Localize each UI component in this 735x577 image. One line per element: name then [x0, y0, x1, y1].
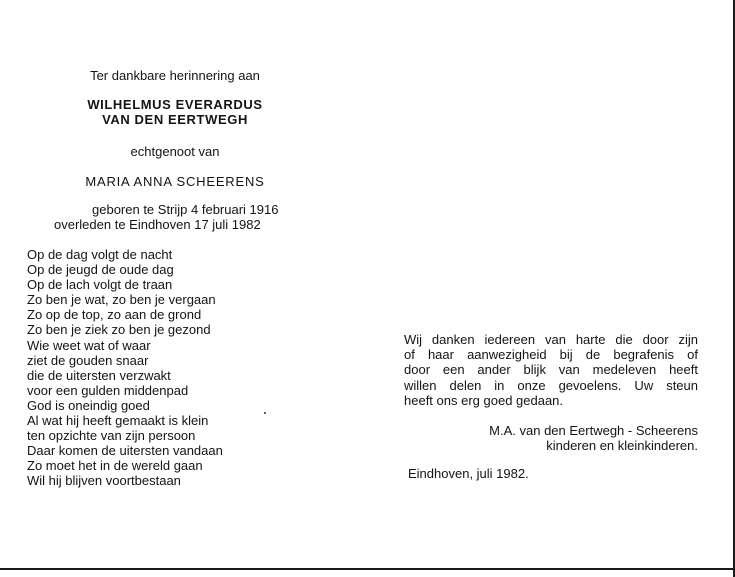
poem-line: Wil hij blijven voortbestaan [27, 473, 181, 489]
poem-line: ten opzichte van zijn persoon [27, 428, 196, 444]
poem-line: Zo ben je wat, zo ben je vergaan [27, 292, 216, 308]
poem-line: Op de jeugd de oude dag [27, 262, 174, 278]
poem-line: voor een gulden middenpad [27, 382, 189, 398]
print-speck [264, 412, 266, 414]
card-edge-bottom [0, 568, 735, 570]
poem-line: Al wat hij heeft gemaakt is klein [27, 413, 209, 429]
deceased-name-line2: VAN DEN EERTWEGH [102, 112, 248, 127]
poem-line: Zo moet het in de wereld gaan [27, 458, 203, 474]
poem-line: Op de lach volgt de traan [27, 277, 173, 293]
thanks-line: willen delen in onze gevoelens. Uw steun [404, 377, 698, 393]
poem [27, 247, 223, 489]
place-date: Eindhoven, juli 1982. [408, 466, 529, 481]
poem-line: Zo op de top, zo aan de grond [27, 307, 202, 323]
deceased-name-line1: WILHELMUS EVERARDUS [87, 97, 263, 112]
thanks-line: heeft ons erg goed gedaan. [404, 392, 564, 408]
poem-line: Wie weet wat of waar [27, 337, 151, 353]
thanks-line: of haar aanwezigheid bij de begrafenis of [404, 347, 698, 363]
birth-line: geboren te Strijp 4 februari 1916 [92, 202, 279, 217]
spouse-name: MARIA ANNA SCHEERENS [85, 174, 265, 189]
poem-line: die de uitersten verzwakt [27, 367, 171, 383]
relation-text: echtgenoot van [130, 144, 220, 159]
poem-line: Zo ben je ziek zo ben je gezond [27, 322, 211, 338]
thanks-paragraph [404, 332, 698, 408]
signature-line1: M.A. van den Eertwegh - Scheerens [489, 423, 698, 438]
signature-line2: kinderen en kleinkinderen. [546, 438, 698, 453]
thanks-line: Wij danken iedereen van harte die door zijn [404, 332, 698, 347]
poem-line: God is oneindig goed [27, 397, 150, 413]
poem-line: Daar komen de uitersten vandaan [27, 443, 223, 459]
death-line: overleden te Eindhoven 17 juli 1982 [54, 217, 261, 232]
poem-line: Op de dag volgt de nacht [27, 247, 173, 262]
thanks-line: door een ander blijk van medeleven heeft [404, 362, 698, 378]
intro-text: Ter dankbare herinnering aan [90, 68, 260, 83]
poem-line: ziet de gouden snaar [27, 352, 149, 368]
